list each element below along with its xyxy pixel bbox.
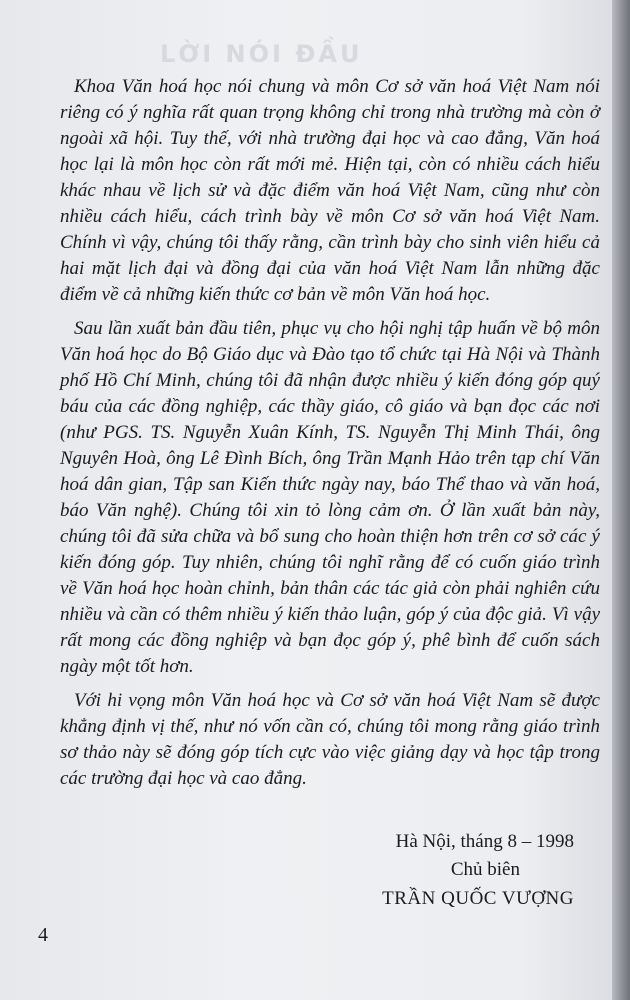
paragraph-1: Khoa Văn hoá học nói chung và môn Cơ sở văn hoá Việt Nam nói riêng có ý nghĩa rất quan trọng không chỉ trong nhà trường mà còn ở ngoài xã hội. Tuy thế, với nhà trường đại học và cao đẳng, Văn hoá học lại là môn học còn rất mới mẻ. Hiện tại, còn có nhiều cách hiểu khác nhau về lịch sử và đặc điểm văn hoá Việt Nam, cũng như còn nhiều cách hiểu, cách trình bày về môn Cơ sở văn hoá Việt Nam. Chính vì vậy, chúng tôi thấy rằng, cần trình bày cho sinh viên hiểu cả hai mặt lịch đại và đồng đại của văn hoá Việt Nam lẫn những đặc điểm về cả những kiến thức cơ bản về môn Văn hoá học.	[60, 76, 600, 305]
body-text	[60, 74, 600, 800]
place-date: Hà Nội, tháng 8 – 1998	[395, 831, 574, 852]
show-through-heading: LỜI NÓI ĐẦU	[160, 40, 363, 68]
editor-role: Chủ biên	[450, 859, 520, 880]
signature-block	[382, 828, 574, 914]
book-spine-shadow	[612, 0, 630, 1000]
page-number: 4	[38, 924, 48, 946]
paragraph-3: Với hi vọng môn Văn hoá học và Cơ sở văn hoá Việt Nam sẽ được khẳng định vị thế, như nó vốn cần có, chúng tôi mong rằng giáo trình sơ thảo này sẽ đóng góp tích cực vào việc giảng dạy và học tập trong các trường đại học và cao đẳng.	[60, 690, 600, 789]
editor-name: TRẦN QUỐC VƯỢNG	[382, 888, 574, 909]
paragraph-2: Sau lần xuất bản đầu tiên, phục vụ cho hội nghị tập huấn về bộ môn Văn hoá học do Bộ Giáo dục và Đào tạo tổ chức tại Hà Nội và Thành phố Hồ Chí Minh, chúng tôi đã nhận được nhiều ý kiến đóng góp quý báu của các đồng nghiệp, các thầy giáo, cô giáo và bạn đọc các nơi (như PGS. TS. Nguyễn Xuân Kính, TS. Nguyễn Thị Minh Thái, ông Nguyên Hoà, ông Lê Đình Bích, ông Trần Mạnh Hảo trên tạp chí Văn hoá dân gian, Tập san Kiến thức ngày nay, báo Thể thao và văn hoá, báo Văn nghệ). Chúng tôi xin tỏ lòng cảm ơn. Ở lần xuất bản này, chúng tôi đã sửa chữa và bổ sung cho hoàn thiện hơn trên cơ sở các ý kiến đóng góp. Tuy nhiên, chúng tôi nghĩ rằng để có cuốn giáo trình về Văn hoá học hoàn chỉnh, bản thân các tác giả còn phải nghiên cứu nhiều và cần có thêm nhiều ý kiến thảo luận, góp ý của độc giả. Vì vậy rất mong các đồng nghiệp và bạn đọc góp ý, phê bình để cuốn sách ngày một tốt hơn.	[60, 318, 600, 677]
